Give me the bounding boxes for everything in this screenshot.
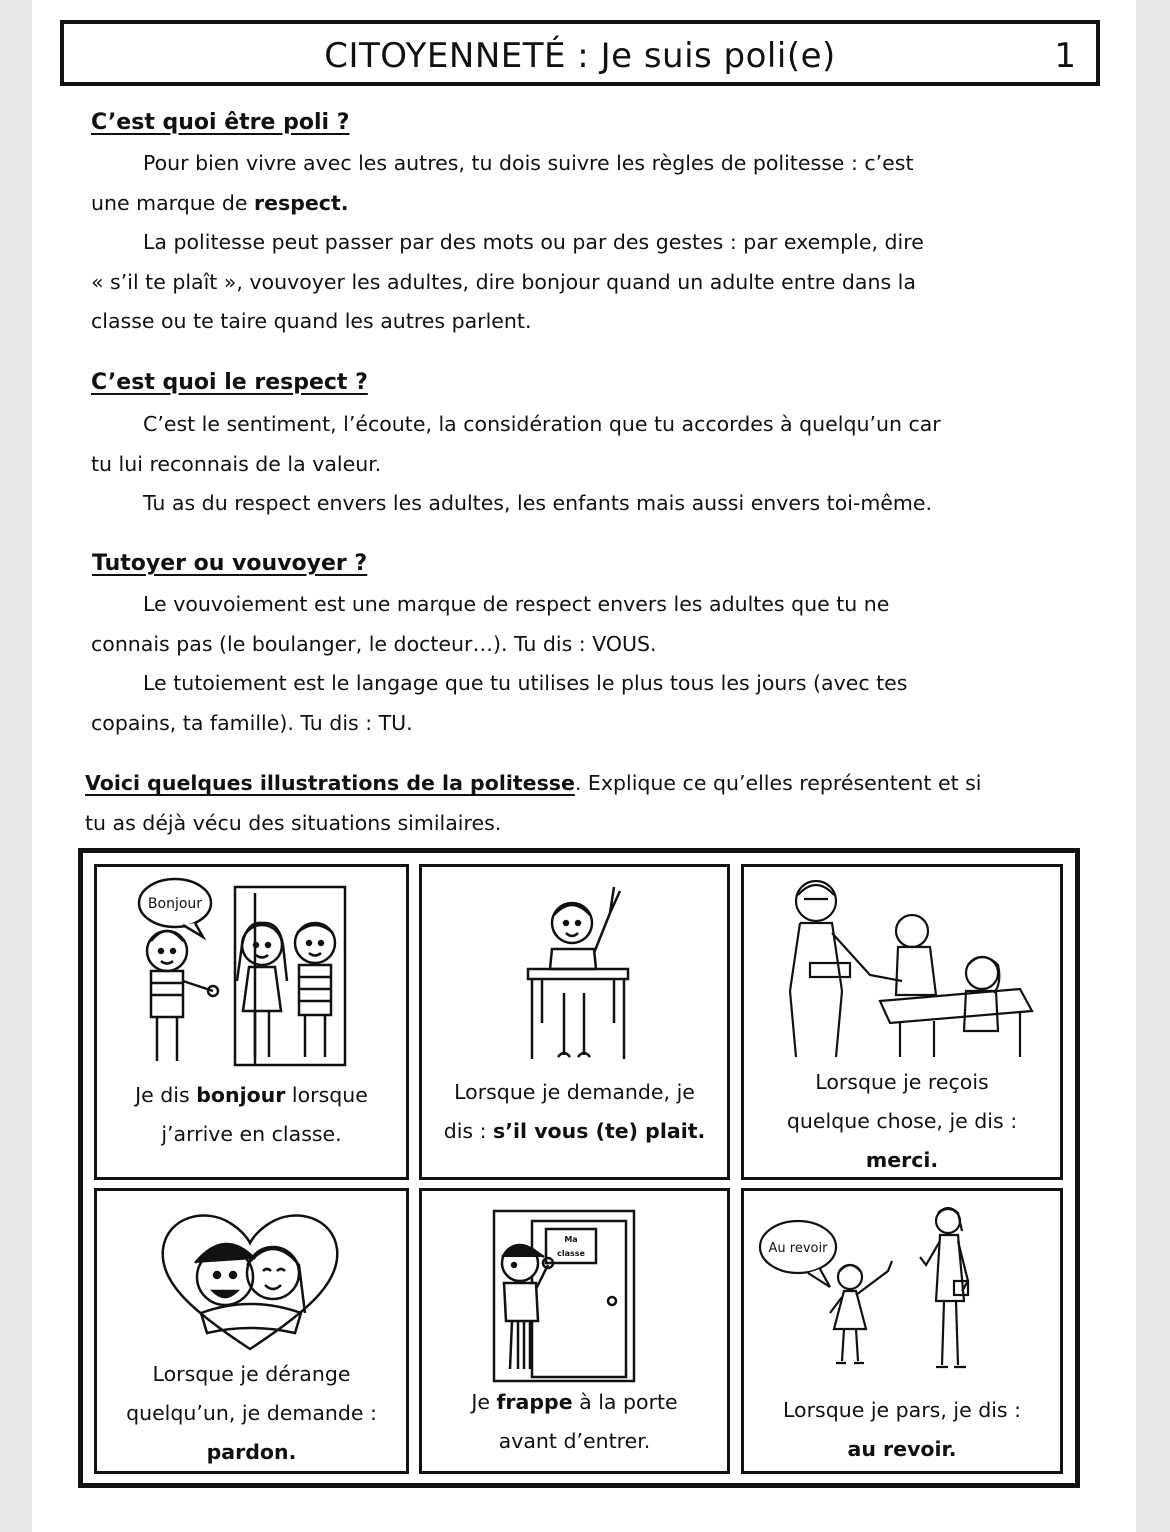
text-line: « s’il te plaît », vouvoyer les adultes, dire bonjour quand un adulte entre dans la [91, 269, 916, 294]
card-caption [744, 1391, 1060, 1469]
title-box [60, 20, 1100, 86]
kids-at-door-illustration [117, 871, 377, 1071]
section-heading-tutoyer: Tutoyer ou vouvoyer ? [92, 551, 368, 576]
section-heading-respect: C’est quoi le respect ? [91, 370, 368, 395]
card-sorry [94, 1188, 409, 1474]
child-waving-goodbye-illustration [758, 1201, 988, 1377]
caption-text: j’arrive en classe. [161, 1122, 342, 1146]
card-bonjour [94, 864, 409, 1180]
intro-text: . Explique ce qu’elles représentent et si [574, 771, 982, 795]
text-line: Le tutoiement est le langage que tu utilises le plus tous les jours (avec tes [143, 671, 908, 695]
caption-bold: merci. [865, 1148, 939, 1172]
card-caption [422, 1073, 727, 1151]
section-polite-text [91, 144, 1057, 342]
card-knock [419, 1188, 730, 1474]
caption-text: dis : [443, 1119, 494, 1143]
caption-text: Je dis [135, 1083, 197, 1107]
caption-bold: s’il vous (te) plait. [493, 1119, 706, 1143]
caption-text: Lorsque je demande, je [454, 1080, 695, 1104]
illustrations-intro [85, 764, 1085, 843]
door-sign-line-1: Ma [564, 1235, 578, 1244]
caption-text: quelque chose, je dis : [786, 1109, 1018, 1133]
caption-bold: pardon. [206, 1440, 297, 1464]
caption-text: Lorsque je dérange [152, 1362, 351, 1386]
text-line: connais pas (le boulanger, le docteur…). Tu dis : VOUS. [91, 631, 657, 656]
caption-bold: frappe [496, 1390, 573, 1414]
caption-text: avant d’entrer. [498, 1429, 651, 1453]
student-raising-hand-illustration [512, 873, 642, 1063]
caption-text: à la porte [572, 1390, 678, 1414]
bubble-au-revoir: Au revoir [768, 1241, 828, 1256]
caption-text: Je [471, 1390, 497, 1414]
teacher-giving-paper-illustration [770, 871, 1040, 1061]
caption-text: quelqu’un, je demande : [126, 1401, 377, 1425]
text-line: La politesse peut passer par des mots ou par des gestes : par exemple, dire [143, 230, 924, 254]
section-respect-text [91, 405, 1057, 524]
text-line: Pour bien vivre avec les autres, tu dois suivre les règles de politesse : c’est [143, 151, 914, 175]
text-line: Le vouvoiement est une marque de respect envers les adultes que tu ne [143, 592, 890, 616]
intro-bold: Voici quelques illustrations de la politesse [85, 771, 575, 795]
card-caption [97, 1076, 406, 1154]
text-line: une marque de [91, 190, 254, 215]
text-line: copains, ta famille). Tu dis : TU. [91, 710, 413, 735]
card-caption [744, 1063, 1060, 1180]
page-number: 1 [1054, 36, 1076, 76]
caption-text: Lorsque je pars, je dis : [782, 1398, 1022, 1422]
text-line: classe ou te taire quand les autres parlent. [91, 309, 532, 333]
caption-text: Lorsque je reçois [815, 1070, 989, 1094]
illustration-grid [78, 848, 1080, 1488]
card-goodbye [741, 1188, 1063, 1474]
section-tutoyer-text [91, 585, 1057, 743]
hugging-kids-heart-illustration [155, 1203, 345, 1353]
door-sign-line-2: classe [557, 1249, 585, 1258]
caption-text: lorsque [285, 1083, 368, 1107]
card-please [419, 864, 730, 1180]
card-thank-you [741, 864, 1063, 1180]
bubble-bonjour: Bonjour [147, 896, 203, 912]
card-caption [97, 1355, 406, 1472]
text-line: C’est le sentiment, l’écoute, la considération que tu accordes à quelqu’un car [143, 412, 941, 436]
page-title: CITOYENNETÉ : Je suis poli(e) [324, 36, 836, 76]
intro-line-2: tu as déjà vécu des situations similaires. [85, 810, 502, 835]
card-caption [422, 1383, 727, 1461]
text-line: Tu as du respect envers les adultes, les enfants mais aussi envers toi-même. [143, 491, 933, 515]
caption-bold: au revoir. [847, 1437, 957, 1461]
worksheet-page [32, 0, 1136, 1532]
child-knocking-door-illustration [492, 1209, 638, 1383]
text-line: tu lui reconnais de la valeur. [91, 451, 382, 476]
text-bold: respect. [254, 190, 349, 215]
section-heading-polite: C’est quoi être poli ? [91, 110, 350, 135]
caption-bold: bonjour [196, 1083, 286, 1107]
